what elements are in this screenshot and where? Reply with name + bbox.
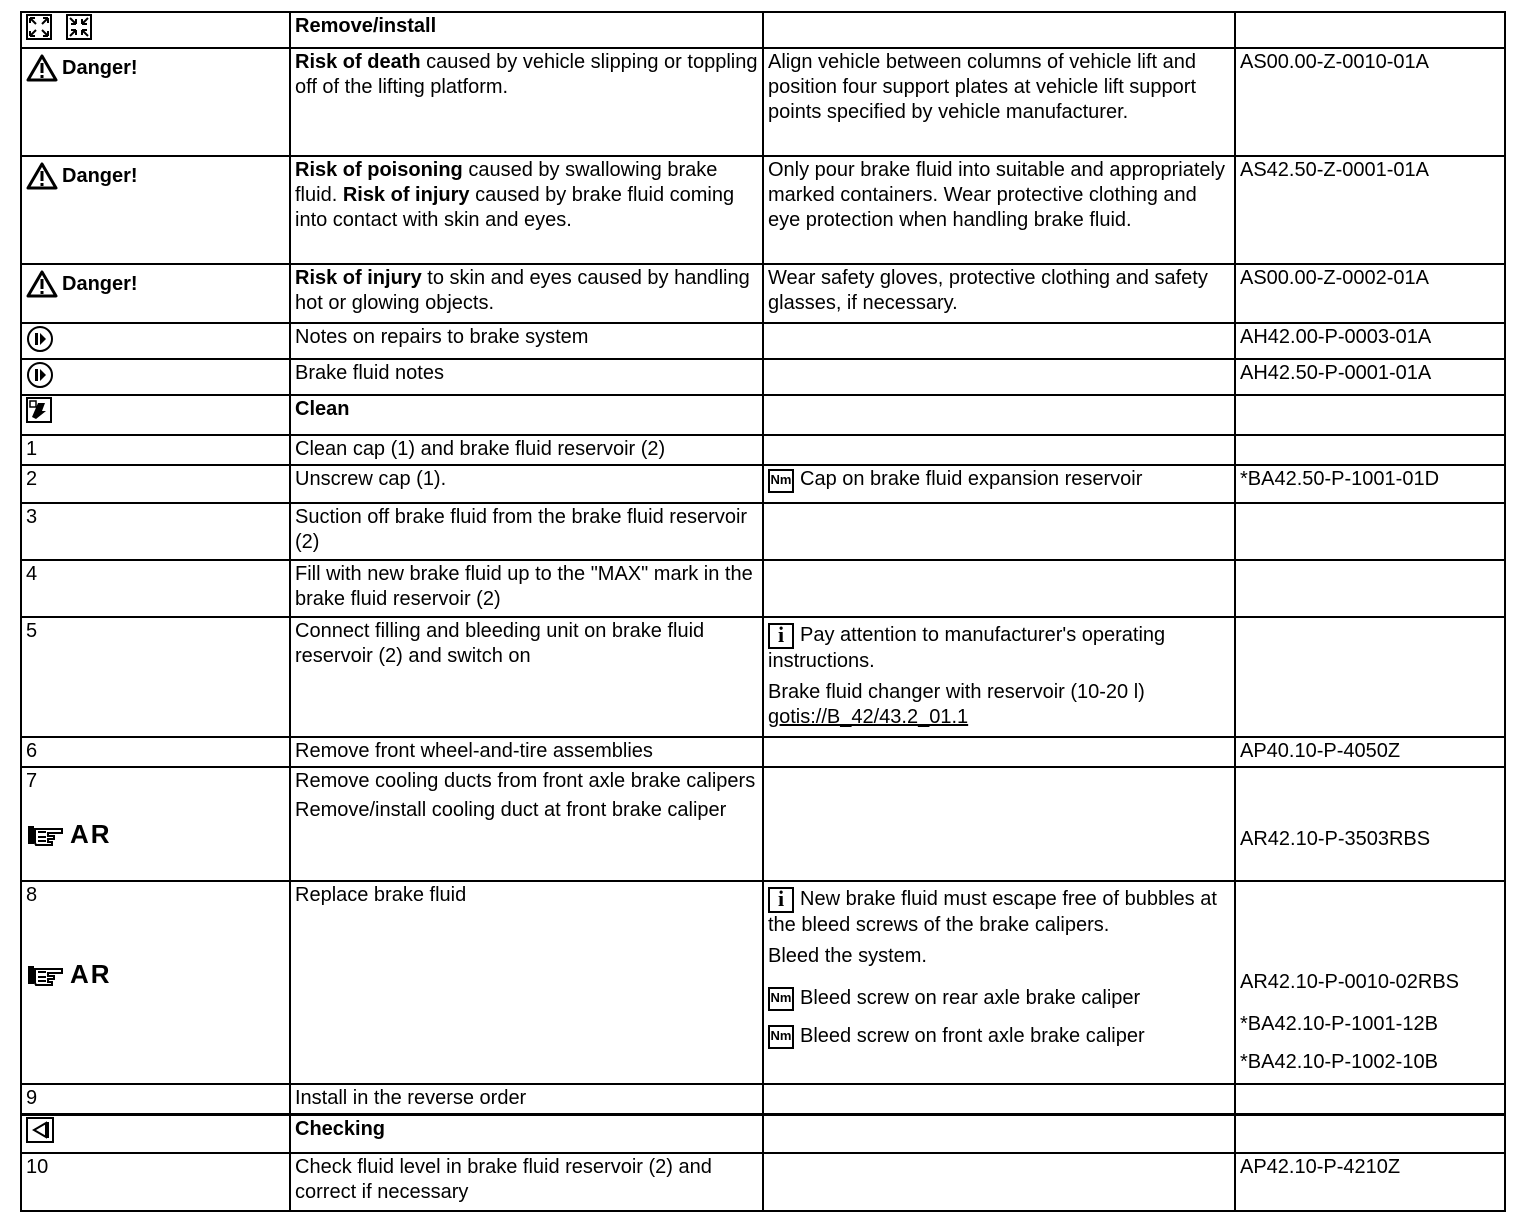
ref-cell — [1235, 881, 1505, 1084]
table-row — [21, 48, 1505, 156]
notes-icon — [26, 325, 54, 353]
danger-label: Danger! — [26, 162, 285, 190]
danger-label: Danger! — [26, 270, 285, 298]
ref-cell — [1235, 560, 1505, 617]
ref-link[interactable]: *BA42.10-P-1001-12B — [1240, 1012, 1438, 1035]
step-cell — [21, 48, 290, 156]
table-row — [21, 264, 1505, 323]
step-cell — [21, 359, 290, 395]
ref-cell — [1235, 395, 1505, 435]
ref-link[interactable]: *BA42.10-P-1002-10B — [1240, 1050, 1438, 1073]
table-row — [21, 12, 1505, 48]
step-cell — [21, 881, 290, 1084]
section-title: Remove/install — [290, 12, 763, 48]
action-cell: Risk of death caused by vehicle slipping or toppling off of the lifting platform. — [290, 48, 763, 156]
checking-icon — [26, 1117, 54, 1143]
collapse-icon — [66, 14, 92, 40]
table-row — [21, 560, 1505, 617]
step-number: 9 — [21, 1084, 290, 1115]
step-number: 3 — [21, 503, 290, 560]
action-cell: Unscrew cap (1). — [290, 465, 763, 503]
section-title: Checking — [290, 1115, 763, 1153]
step-number: 6 — [21, 737, 290, 767]
action-cell: Check fluid level in brake fluid reservoir (2) and correct if necessary — [290, 1153, 763, 1211]
ref-cell — [1235, 503, 1505, 560]
table-row — [21, 503, 1505, 560]
note-cell — [763, 1153, 1235, 1211]
ref-link[interactable]: AR42.10-P-3503RBS — [1240, 828, 1431, 850]
ref-cell — [1235, 617, 1505, 737]
torque-nm-icon: Nm — [768, 469, 794, 493]
warning-triangle-icon — [26, 162, 58, 190]
torque-nm-icon: Nm — [768, 987, 794, 1011]
note-cell — [763, 503, 1235, 560]
step-number: 1 — [21, 435, 290, 465]
pointing-hand-icon — [26, 963, 66, 987]
table-row — [21, 465, 1505, 503]
note-cell — [763, 359, 1235, 395]
ref-link[interactable]: AS00.00-Z-0002-01A — [1235, 264, 1505, 323]
tool-link[interactable]: gotis://B_42/43.2_01.1 — [768, 706, 969, 728]
note-cell — [763, 12, 1235, 48]
ar-reference: AR — [26, 822, 285, 847]
note-cell — [763, 1084, 1235, 1115]
note-cell — [763, 767, 1235, 881]
note-cell: i Pay attention to manufacturer's operating instructions. Brake fluid changer with reservoir (10-20 l) gotis://B_42/43.2_01.1 — [763, 617, 1235, 737]
ar-reference: AR — [26, 962, 285, 987]
table-row — [21, 617, 1505, 737]
ref-link[interactable]: AH42.50-P-0001-01A — [1235, 359, 1505, 395]
step-number: 8 — [26, 884, 38, 906]
pointing-hand-icon — [26, 823, 66, 847]
action-cell: Replace brake fluid — [290, 881, 763, 1084]
step-cell — [21, 395, 290, 435]
table-row — [21, 1115, 1505, 1153]
warning-triangle-icon — [26, 54, 58, 82]
info-icon: i — [768, 887, 794, 913]
action-cell: Risk of poisoning caused by swallowing brake fluid. Risk of injury caused by brake fluid coming into contact with skin and eyes. — [290, 156, 763, 264]
ref-link[interactable]: AS00.00-Z-0010-01A — [1235, 48, 1505, 156]
table-row — [21, 395, 1505, 435]
tool-note: Brake fluid changer with reservoir (10-20 l) — [768, 681, 1145, 703]
section-title: Clean — [290, 395, 763, 435]
step-number: 10 — [21, 1153, 290, 1211]
ref-cell — [1235, 1084, 1505, 1115]
note-cell — [763, 323, 1235, 359]
action-cell: Brake fluid notes — [290, 359, 763, 395]
ref-link[interactable]: AR42.10-P-0010-02RBS — [1240, 971, 1460, 993]
table-row — [21, 767, 1505, 881]
table-row — [21, 323, 1505, 359]
table-row — [21, 156, 1505, 264]
note-cell: Only pour brake fluid into suitable and appropriately marked containers. Wear protective clothing and eye protection when handling brake fluid. — [763, 156, 1235, 264]
table-row — [21, 737, 1505, 767]
step-cell — [21, 156, 290, 264]
info-icon: i — [768, 623, 794, 649]
step-cell — [21, 767, 290, 881]
table-row — [21, 359, 1505, 395]
action-cell: Connect filling and bleeding unit on brake fluid reservoir (2) and switch on — [290, 617, 763, 737]
ref-link[interactable]: AP40.10-P-4050Z — [1235, 737, 1505, 767]
note-cell: Nm Cap on brake fluid expansion reservoir — [763, 465, 1235, 503]
note-cell: Align vehicle between columns of vehicle lift and position four support plates at vehicle lift support points specified by vehicle manufacturer. — [763, 48, 1235, 156]
table-row — [21, 1084, 1505, 1115]
danger-label: Danger! — [26, 54, 285, 82]
note-cell: i New brake fluid must escape free of bubbles at the bleed screws of the brake calipers. Bleed the system. Nm Bleed screw on rear axle brake caliper Nm Bleed screw on front axle brake caliper — [763, 881, 1235, 1084]
ref-link[interactable]: *BA42.50-P-1001-01D — [1235, 465, 1505, 503]
note-cell — [763, 737, 1235, 767]
ref-link[interactable]: AS42.50-Z-0001-01A — [1235, 156, 1505, 264]
step-number: 7 — [26, 770, 38, 792]
note-cell: Wear safety gloves, protective clothing and safety glasses, if necessary. — [763, 264, 1235, 323]
warning-triangle-icon — [26, 270, 58, 298]
clean-icon — [26, 397, 52, 423]
action-cell: Remove front wheel-and-tire assemblies — [290, 737, 763, 767]
table-row — [21, 1153, 1505, 1211]
step-cell — [21, 264, 290, 323]
action-cell: Risk of injury to skin and eyes caused by handling hot or glowing objects. — [290, 264, 763, 323]
step-number: 2 — [21, 465, 290, 503]
step-cell — [21, 12, 290, 48]
action-cell: Suction off brake fluid from the brake fluid reservoir (2) — [290, 503, 763, 560]
notes-icon — [26, 361, 54, 389]
step-number: 5 — [21, 617, 290, 737]
note-cell — [763, 395, 1235, 435]
action-cell: Clean cap (1) and brake fluid reservoir (2) — [290, 435, 763, 465]
table-row — [21, 435, 1505, 465]
ref-cell — [1235, 435, 1505, 465]
action-cell: Notes on repairs to brake system — [290, 323, 763, 359]
note-cell — [763, 435, 1235, 465]
ref-link[interactable]: AH42.00-P-0003-01A — [1235, 323, 1505, 359]
note-cell — [763, 560, 1235, 617]
note-cell — [763, 1115, 1235, 1153]
ref-cell — [1235, 767, 1505, 881]
ref-link[interactable]: AP42.10-P-4210Z — [1235, 1153, 1505, 1211]
step-number: 4 — [21, 560, 290, 617]
procedure-table — [20, 11, 1506, 1212]
table-row — [21, 881, 1505, 1084]
action-cell: Fill with new brake fluid up to the "MAX" mark in the brake fluid reservoir (2) — [290, 560, 763, 617]
expand-icon — [26, 14, 52, 40]
ref-cell — [1235, 1115, 1505, 1153]
action-cell: Install in the reverse order — [290, 1084, 763, 1115]
torque-nm-icon: Nm — [768, 1025, 794, 1049]
step-cell — [21, 1115, 290, 1153]
step-cell — [21, 323, 290, 359]
action-cell: Remove cooling ducts from front axle brake calipers Remove/install cooling duct at front brake caliper — [290, 767, 763, 881]
ref-cell — [1235, 12, 1505, 48]
